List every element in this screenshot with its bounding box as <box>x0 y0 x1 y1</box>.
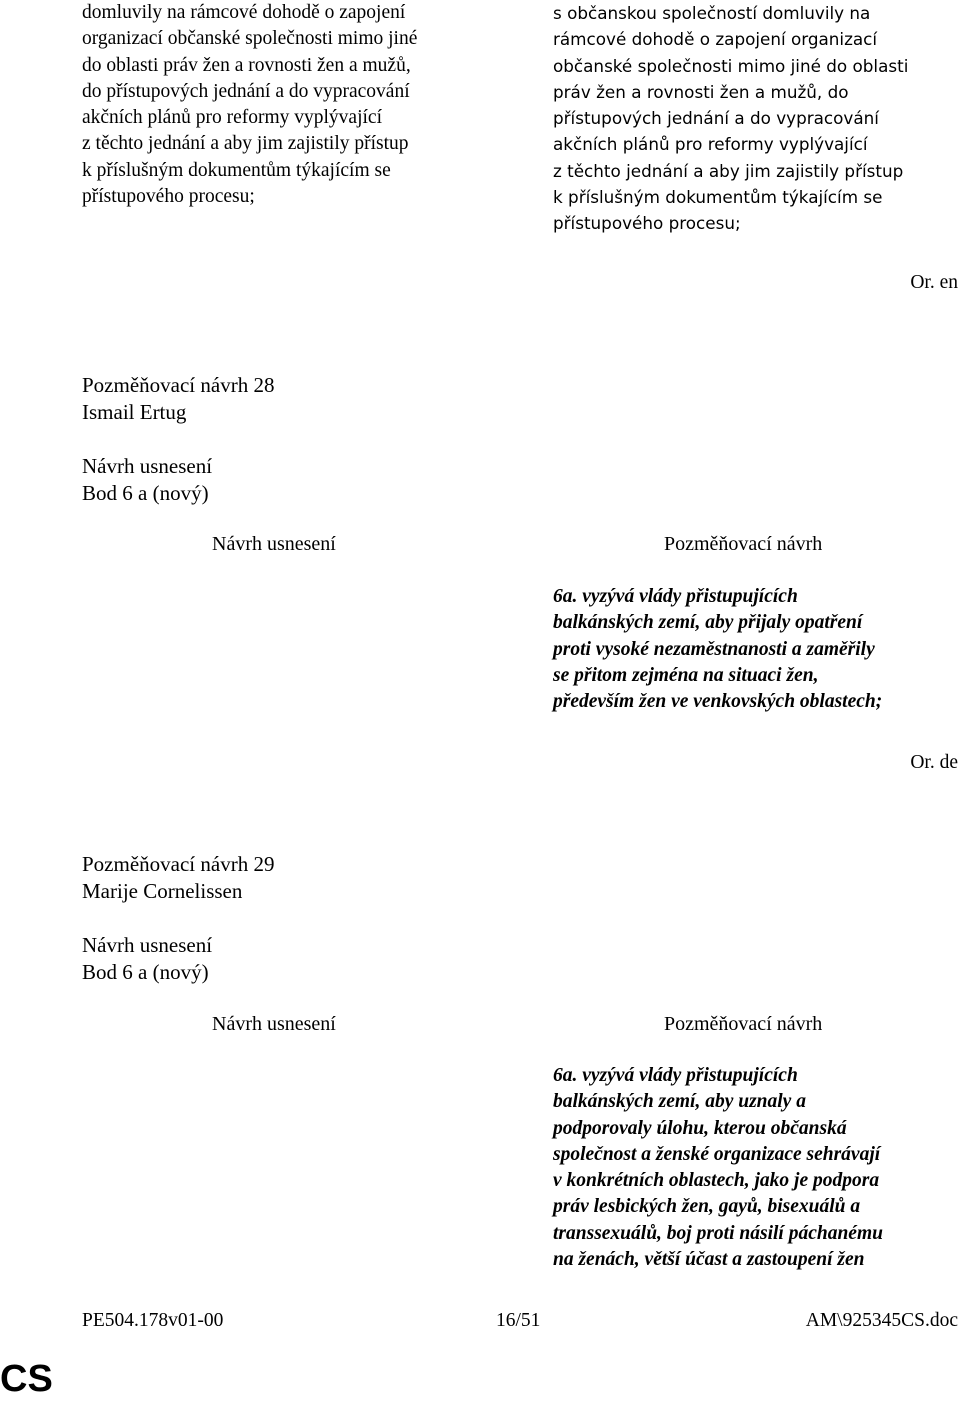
column-header-original: Návrh usnesení <box>212 533 336 555</box>
amendment-title: Pozměňovací návrh 29 <box>82 852 275 876</box>
column-header-amendment: Pozměňovací návrh <box>664 1013 823 1035</box>
footer-doc-ref: PE504.178v01-00 <box>82 1310 224 1331</box>
text-line: 6a. vyzývá vlády přistupujících <box>553 1065 798 1086</box>
amendment-target <box>82 453 212 507</box>
footer-page-number: 16/51 <box>496 1310 541 1331</box>
text-line: z těchto jednání a aby jim zajistily přístup <box>553 160 904 181</box>
text-line: práv žen a rovnosti žen a mužů, do <box>553 81 849 102</box>
amendment-text <box>553 1063 958 1273</box>
text-line: především žen ve venkovských oblastech; <box>553 691 883 713</box>
text-line: balkánských zemí, aby přijaly opatření <box>553 612 863 634</box>
text-line: z těchto jednání a aby jim zajistily přístup <box>82 133 409 155</box>
amendment-title: Pozměňovací návrh 28 <box>82 373 275 397</box>
doc-type: Návrh usnesení <box>82 933 213 957</box>
text-line: přístupového procesu; <box>553 213 741 234</box>
amendment-heading <box>82 372 274 426</box>
text-line: s občanskou společností domluvily na <box>553 3 871 23</box>
text-line: proti vysoké nezaměstnanosti a zaměřily <box>553 638 875 660</box>
text-line: transsexuálů, boj proti násilí páchanému <box>553 1222 883 1244</box>
original-language-label: Or. en <box>910 272 958 293</box>
original-language-label: Or. de <box>910 752 958 773</box>
item-reference: Bod 6 a (nový) <box>82 481 209 505</box>
language-code: CS <box>0 1358 53 1400</box>
text-line: v konkrétních oblastech, jako je podpora <box>553 1170 880 1192</box>
text-line: přístupového procesu; <box>82 186 255 208</box>
doc-type: Návrh usnesení <box>82 454 213 478</box>
text-line: balkánských zemí, aby uznaly a <box>553 1091 806 1113</box>
amendment-text <box>553 584 958 715</box>
item-reference: Bod 6 a (nový) <box>82 960 209 984</box>
text-line: akčních plánů pro reformy vyplývající <box>82 107 382 129</box>
amendment-heading <box>82 851 274 905</box>
text-line: na ženách, větší účast a zastoupení žen <box>553 1249 865 1271</box>
text-line: organizací občanské společnosti mimo jiné <box>82 28 418 50</box>
text-line: společnost a ženské organizace sehrávají <box>553 1143 881 1165</box>
text-line: přístupových jednání a do vypracování <box>553 108 879 129</box>
top-right-column <box>553 0 958 237</box>
amendment-target <box>82 932 212 986</box>
text-line: do přístupových jednání a do vypracování <box>82 80 410 102</box>
amendment-author: Ismail Ertug <box>82 400 187 424</box>
text-line: občanské společnosti mimo jiné do oblasti <box>553 55 909 76</box>
text-line: akčních plánů pro reformy vyplývající <box>553 134 868 155</box>
text-line: rámcové dohodě o zapojení organizací <box>553 29 878 50</box>
text-line: k příslušným dokumentům týkajícím se <box>553 187 883 208</box>
top-left-column <box>82 0 502 210</box>
text-line: práv lesbických žen, gayů, bisexuálů a <box>553 1196 861 1218</box>
column-header-amendment: Pozměňovací návrh <box>664 533 823 555</box>
text-line: se přitom zejména na situaci žen, <box>553 664 819 686</box>
column-header-original: Návrh usnesení <box>212 1013 336 1035</box>
footer-file-name: AM\925345CS.doc <box>805 1310 958 1331</box>
text-line: domluvily na rámcové dohodě o zapojení <box>82 2 406 23</box>
text-line: 6a. vyzývá vlády přistupujících <box>553 586 798 607</box>
text-line: do oblasti práv žen a rovnosti žen a mužů, <box>82 54 411 76</box>
amendment-author: Marije Cornelissen <box>82 879 243 903</box>
text-line: k příslušným dokumentům týkajícím se <box>82 159 391 181</box>
text-line: podporovaly úlohu, kterou občanská <box>553 1117 847 1139</box>
